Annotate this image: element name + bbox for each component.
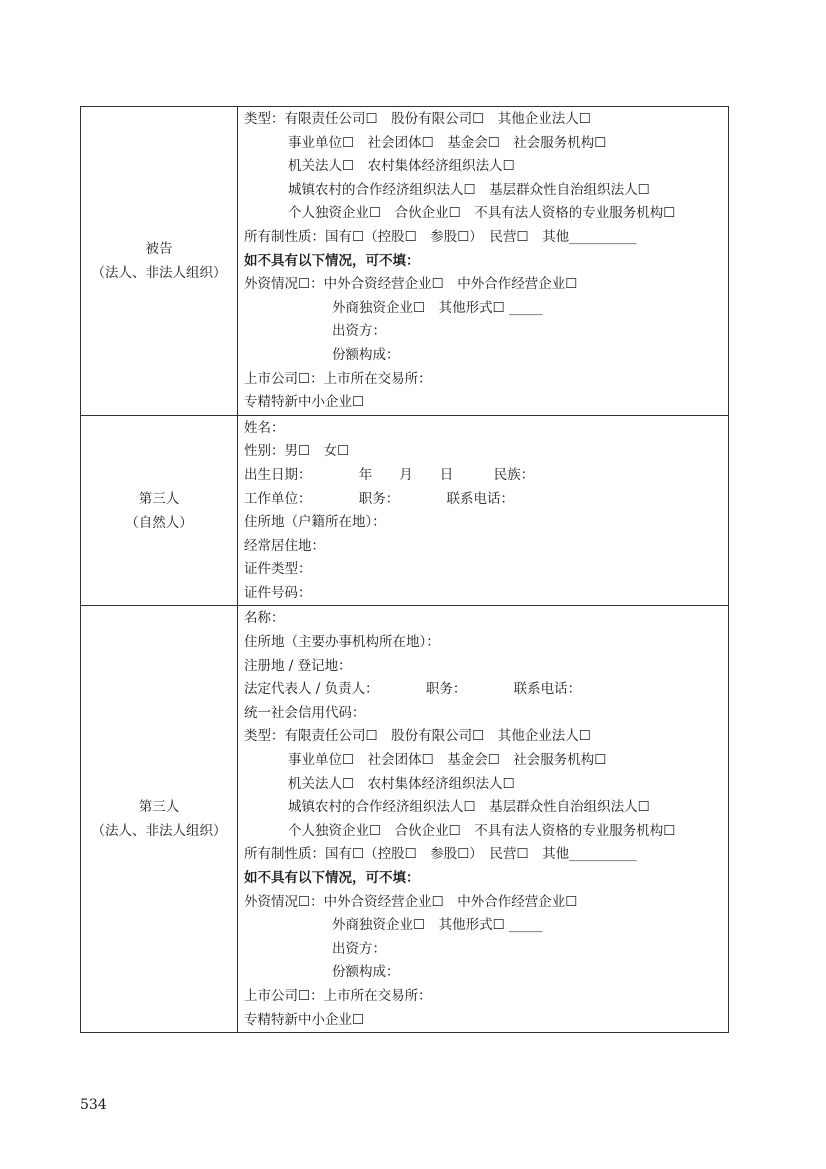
- field-line: 份额构成：: [332, 346, 400, 363]
- field-line: 住所地（户籍所在地）：: [244, 514, 386, 531]
- section-label-line: 第三人: [138, 799, 180, 816]
- section-label: [81, 606, 238, 1033]
- field-line: 如不具有以下情况，可不填：: [244, 870, 420, 886]
- section-label-line: 第三人: [138, 490, 180, 507]
- section-row-defendant-organization: [81, 107, 729, 416]
- field-line: 所有制性质：国有☐（控股☐ 参股☐） 民营☐ 其他__________: [244, 846, 637, 863]
- section-fields: [238, 415, 729, 606]
- field-line: 名称：: [244, 610, 285, 627]
- field-line: 份额构成：: [332, 964, 400, 981]
- field-line: 事业单位☐ 社会团体☐ 基金会☐ 社会服务机构☐: [288, 752, 607, 769]
- field-line: 事业单位☐ 社会团体☐ 基金会☐ 社会服务机构☐: [288, 134, 607, 151]
- field-line: 注册地 / 登记地：: [244, 657, 352, 674]
- field-line: 证件类型：: [244, 561, 312, 578]
- field-line: 经常居住地：: [244, 537, 325, 554]
- field-line: 工作单位： 职务： 联系电话：: [244, 490, 514, 507]
- section-row-third-party-organization: [81, 606, 729, 1033]
- section-label-line: （法人、非法人组织）: [91, 823, 227, 840]
- field-line: 所有制性质：国有☐（控股☐ 参股☐） 民营☐ 其他__________: [244, 228, 637, 245]
- section-fields: [238, 107, 729, 416]
- page-number: 534: [80, 1097, 107, 1113]
- section-label-line: （自然人）: [125, 514, 193, 531]
- party-info-form: [80, 106, 729, 1033]
- field-line: 机关法人☐ 农村集体经济组织法人☐: [288, 158, 515, 175]
- field-line: 外商独资企业☐ 其他形式☐ _____: [332, 299, 543, 316]
- field-line: 外资情况☐：中外合资经营企业☐ 中外合作经营企业☐: [244, 893, 578, 910]
- field-line: 外资情况☐：中外合资经营企业☐ 中外合作经营企业☐: [244, 276, 578, 293]
- field-line: 城镇农村的合作经济组织法人☐ 基层群众性自治组织法人☐: [288, 799, 650, 816]
- form-body: [81, 107, 729, 1033]
- field-line: 姓名：: [244, 419, 285, 436]
- field-line: 性别：男☐ 女☐: [244, 443, 350, 460]
- section-label-line: 被告: [145, 240, 173, 257]
- field-line: 个人独资企业☐ 合伙企业☐ 不具有法人资格的专业服务机构☐: [288, 822, 676, 839]
- field-line: 出资方：: [332, 940, 386, 957]
- field-line: 如不具有以下情况，可不填：: [244, 252, 420, 269]
- field-line: 类型：有限责任公司☐ 股份有限公司☐ 其他企业法人☐: [244, 728, 591, 745]
- field-line: 出资方：: [332, 323, 386, 340]
- field-line: 住所地（主要办事机构所在地）：: [244, 634, 440, 651]
- section-label: [81, 107, 238, 416]
- field-line: 证件号码：: [244, 584, 312, 601]
- section-label-line: （法人、非法人组织）: [91, 264, 227, 281]
- field-line: 法定代表人 / 负责人： 职务： 联系电话：: [244, 681, 582, 698]
- field-line: 机关法人☐ 农村集体经济组织法人☐: [288, 775, 515, 792]
- field-line: 专精特新中小企业☐: [244, 394, 365, 411]
- field-line: 专精特新中小企业☐: [244, 1011, 365, 1028]
- section-row-third-party-person: [81, 415, 729, 606]
- field-line: 外商独资企业☐ 其他形式☐ _____: [332, 917, 543, 934]
- field-line: 出生日期： 年 月 日 民族：: [244, 466, 535, 483]
- field-line: 个人独资企业☐ 合伙企业☐ 不具有法人资格的专业服务机构☐: [288, 205, 676, 222]
- field-line: 统一社会信用代码：: [244, 704, 366, 721]
- field-line: 上市公司☐：上市所在交易所：: [244, 370, 432, 387]
- field-line: 上市公司☐：上市所在交易所：: [244, 987, 432, 1004]
- section-fields: [238, 606, 729, 1033]
- field-line: 类型：有限责任公司☐ 股份有限公司☐ 其他企业法人☐: [244, 111, 591, 127]
- field-line: 城镇农村的合作经济组织法人☐ 基层群众性自治组织法人☐: [288, 181, 650, 198]
- section-label: [81, 415, 238, 606]
